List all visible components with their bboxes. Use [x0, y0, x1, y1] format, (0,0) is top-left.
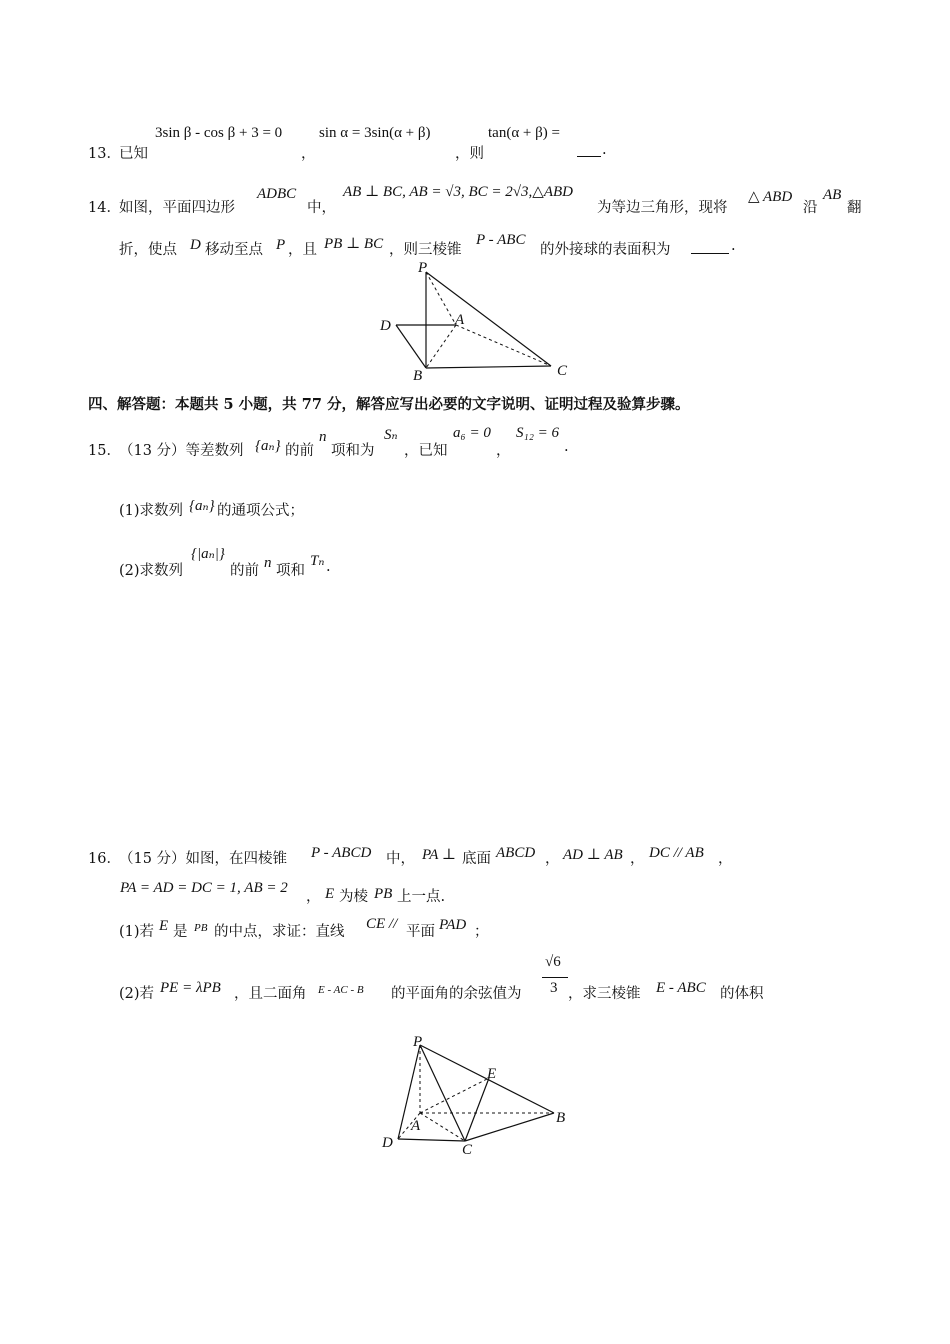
q16-part2: ，且二面角	[234, 986, 307, 1002]
q15-math: a₆ = 0	[453, 425, 491, 441]
q15-part2: 项和	[276, 563, 305, 579]
q14-text: 中，	[307, 200, 336, 216]
edge-ac	[456, 325, 551, 366]
q16-part2: 的体积	[720, 986, 764, 1002]
q14-text: 的外接球的表面积为	[540, 242, 671, 258]
q13-suffix: .	[602, 142, 607, 158]
q16-pyramid-figure	[376, 1030, 576, 1158]
q16-math: E	[325, 886, 335, 902]
q15-text: ，已知	[404, 443, 448, 459]
q14-text: 沿	[803, 200, 818, 216]
edge-dc	[398, 1139, 465, 1141]
q16-math: E	[159, 918, 169, 934]
q15-math: n	[264, 555, 272, 571]
q16-part1: ；	[474, 924, 489, 940]
q14-text: ，则三棱锥	[389, 242, 462, 258]
q16-number: 16．	[88, 851, 121, 867]
q14-math: ADBC	[257, 186, 297, 202]
q13-prefix: 已知	[119, 146, 148, 162]
q16-text: ，	[718, 851, 733, 867]
q14-text: 如图，平面四边形	[119, 200, 235, 216]
q16-fraction-numerator: √6	[545, 954, 561, 970]
q14-math: AB	[823, 187, 842, 203]
q16-math: E - ABC	[656, 980, 706, 996]
q13-equation-1: 3sin β - cos β + 3 = 0	[155, 125, 283, 141]
q16-part2: (2)若	[119, 986, 155, 1002]
q14-pyramid-figure	[370, 256, 580, 384]
q14-text: .	[731, 238, 736, 254]
q14-math: D	[190, 237, 201, 253]
q15-math: {aₙ}	[255, 438, 281, 454]
q15-math: S₁₂ = 6	[516, 425, 560, 441]
q13-sep-2: ，则	[455, 146, 484, 162]
q16-fraction-denominator: 3	[550, 980, 558, 996]
label-c: C	[462, 1142, 473, 1158]
section-4-heading: 四、解答题：本题共 5 小题，共 77 分，解答应写出必要的文字说明、证明过程及验算步骤。	[88, 396, 690, 413]
edge-ab	[426, 325, 456, 368]
q15-number: 15．	[88, 443, 121, 459]
q13-equation-3: tan(α + β) =	[488, 125, 560, 141]
label-b: B	[413, 368, 423, 384]
q16-math: PE = λPB	[160, 980, 221, 996]
q14-text: ，且	[288, 242, 317, 258]
q15-text: 的前	[285, 443, 314, 459]
edge-cb	[465, 1113, 554, 1141]
q16-math: PB	[374, 886, 393, 902]
label-e: E	[487, 1066, 497, 1082]
q15-part2: (2)求数列	[119, 563, 184, 579]
label-a: A	[455, 312, 465, 328]
edge-ce	[465, 1078, 489, 1141]
q16-text: （15 分）如图，在四棱锥	[119, 851, 288, 867]
q14-math: P	[276, 237, 286, 253]
q16-math: DC // AB	[649, 845, 704, 861]
label-d: D	[382, 1135, 393, 1151]
q16-text: 底面	[462, 851, 491, 867]
q15-part1: 的通项公式；	[217, 503, 304, 519]
q14-math: AB ⊥ BC, AB = √3, BC = 2√3,△ABD	[343, 184, 573, 200]
q16-text: 为棱	[339, 889, 368, 905]
q16-text: 上一点.	[397, 889, 446, 905]
label-c: C	[557, 363, 568, 379]
q15-part1: (1)求数列	[119, 503, 184, 519]
label-p: P	[413, 1034, 423, 1050]
edge-pc	[426, 272, 551, 366]
q13-number: 13．	[88, 146, 121, 162]
edge-bc	[426, 366, 551, 368]
q16-fraction-bar	[542, 977, 568, 978]
q16-math: AD ⊥ AB	[563, 847, 623, 863]
q16-part1: (1)若	[119, 924, 155, 940]
q15-text: .	[564, 439, 569, 455]
q16-part1: 平面	[406, 924, 435, 940]
q16-math: PB	[194, 922, 208, 934]
q15-part2: .	[326, 559, 331, 575]
q16-math: CE //	[366, 916, 398, 932]
q15-math: {|aₙ|}	[191, 546, 225, 562]
q16-part2: 的平面角的余弦值为	[391, 986, 522, 1002]
edge-db	[396, 325, 426, 368]
q16-part1: 的中点，求证：直线	[214, 924, 345, 940]
q16-math: ABCD	[496, 845, 536, 861]
q15-math: n	[319, 429, 327, 445]
q13-sep-1: ，	[301, 146, 316, 162]
q14-math: PB ⊥ BC	[324, 236, 384, 252]
q16-text: ，	[545, 851, 560, 867]
q16-math: PA ⊥	[422, 847, 456, 863]
q14-text: 移动至点	[205, 242, 263, 258]
q15-part2: 的前	[230, 563, 259, 579]
q16-text: ，	[306, 889, 321, 905]
q14-text: 折，使点	[119, 242, 177, 258]
q14-math: P - ABC	[476, 232, 526, 248]
q15-text: （13 分）等差数列	[119, 443, 244, 459]
q15-text: 项和为	[331, 443, 375, 459]
q16-text: 中，	[386, 851, 415, 867]
q15-math: Tₙ	[310, 553, 325, 569]
q14-text: 翻	[847, 200, 862, 216]
label-b: B	[556, 1110, 566, 1126]
q16-math: P - ABCD	[311, 845, 372, 861]
label-p: P	[418, 260, 428, 276]
edge-ae	[420, 1078, 489, 1113]
q16-part1: 是	[173, 924, 188, 940]
q14-number: 14．	[88, 200, 121, 216]
q16-math: E - AC - B	[318, 984, 364, 996]
edge-pa	[426, 272, 456, 325]
label-d: D	[380, 318, 391, 334]
label-a: A	[411, 1118, 421, 1134]
q14-text: 为等边三角形，现将	[597, 200, 728, 216]
q16-text: ，	[630, 851, 645, 867]
q13-equation-2: sin α = 3sin(α + β)	[319, 125, 431, 141]
q14-answer-blank	[691, 253, 729, 254]
q15-text: ，	[496, 443, 511, 459]
q13-answer-blank	[577, 156, 601, 157]
q16-math: PAD	[439, 917, 467, 933]
q16-part2: ，求三棱锥	[568, 986, 641, 1002]
q15-math: {aₙ}	[189, 498, 215, 514]
q14-math: △ ABD	[748, 189, 793, 205]
q15-math: Sₙ	[384, 427, 398, 443]
q16-math: PA = AD = DC = 1, AB = 2	[120, 880, 288, 896]
